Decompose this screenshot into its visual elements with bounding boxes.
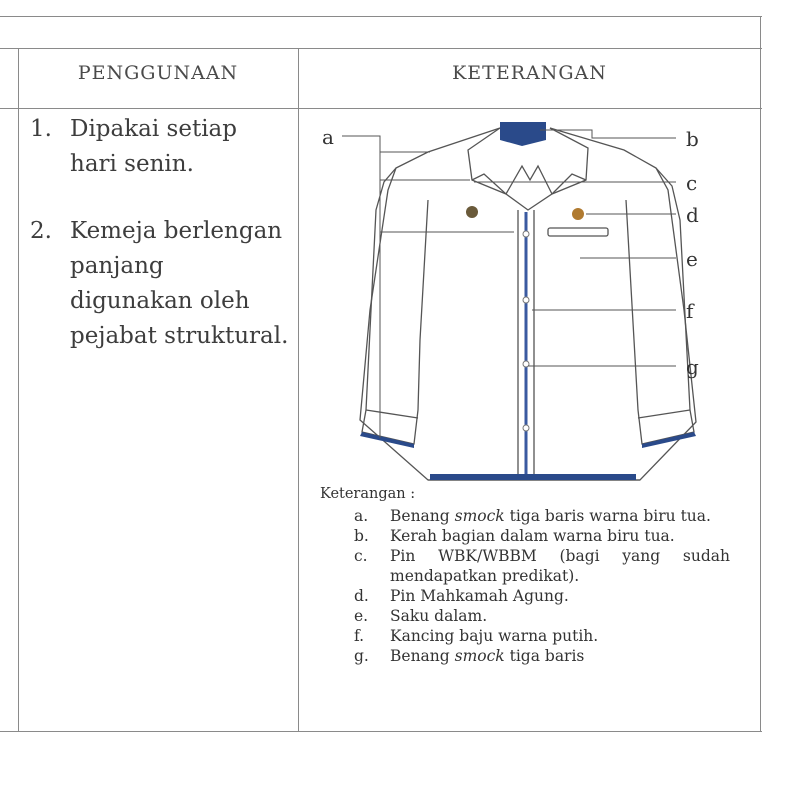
legend-text: Kancing baju warna putih. [390,627,599,645]
legend-letter: a. [354,507,369,525]
header-usage: PENGGUNAAN [77,62,239,84]
callout-letter-d: d [686,203,699,227]
right-border [760,16,761,732]
legend-item [354,626,730,646]
callout-letter-f: f [686,299,694,323]
legend-letter: f. [354,627,365,645]
callout-letter-a: a [322,125,334,149]
legend-letter: e. [354,607,369,625]
legend-text: Pin WBK/WBBM (bagi yang sudah mendapatkan predikat). [390,547,730,585]
shirt-button [523,297,529,303]
legend-item [354,586,730,606]
usage-item-number: 1. [30,116,52,142]
left-cuff-smock [360,432,414,448]
inner-collar-navy [500,122,546,146]
callout-letter-b: b [686,127,699,151]
usage-item [30,214,290,354]
legend-title: Keterangan : [320,486,416,502]
legend [320,484,730,666]
legend-item [354,646,730,666]
usage-item-text: Kemeja berlengan panjang digunakan oleh pejabat struktural. [70,218,289,349]
left-sleeve [362,168,428,444]
callout-line-a [342,136,430,152]
legend-text: Benang smock tiga baris [390,647,585,665]
table-bottom-border [0,731,762,732]
table-top-border [0,16,762,17]
legend-letter: g. [354,647,369,665]
legend-text: Kerah bagian dalam warna biru tua. [390,527,675,545]
usage-list [30,112,290,354]
shirt-button [523,231,529,237]
usage-item-number: 2. [30,218,52,244]
legend-item [354,526,730,546]
pocket [548,228,608,236]
column-divider [298,48,299,732]
header-bottom-border [0,108,762,109]
legend-text: Saku dalam. [390,607,488,625]
callout-letter-e: e [686,247,698,271]
legend-letter: c. [354,547,368,565]
header-top-border [0,48,762,49]
shirt-diagram [300,110,760,490]
mahkamah-agung-pin [572,208,584,220]
legend-item [354,606,730,626]
legend-item [354,546,730,586]
legend-text: Pin Mahkamah Agung. [390,587,569,605]
legend-text: Benang smock tiga baris warna biru tua. [390,507,711,525]
shirt-button [523,425,529,431]
usage-item-text: Dipakai setiap hari senin. [70,116,237,177]
legend-item [354,506,730,526]
callout-letter-c: c [686,171,698,195]
left-border [18,48,19,732]
legend-letter: d. [354,587,369,605]
wbk-pin [466,206,478,218]
callout-letter-g: g [686,355,699,379]
legend-letter: b. [354,527,369,545]
right-cuff-smock [642,432,696,448]
usage-item [30,112,290,182]
hem-navy-band [430,474,636,480]
header-description: KETERANGAN [452,62,607,84]
